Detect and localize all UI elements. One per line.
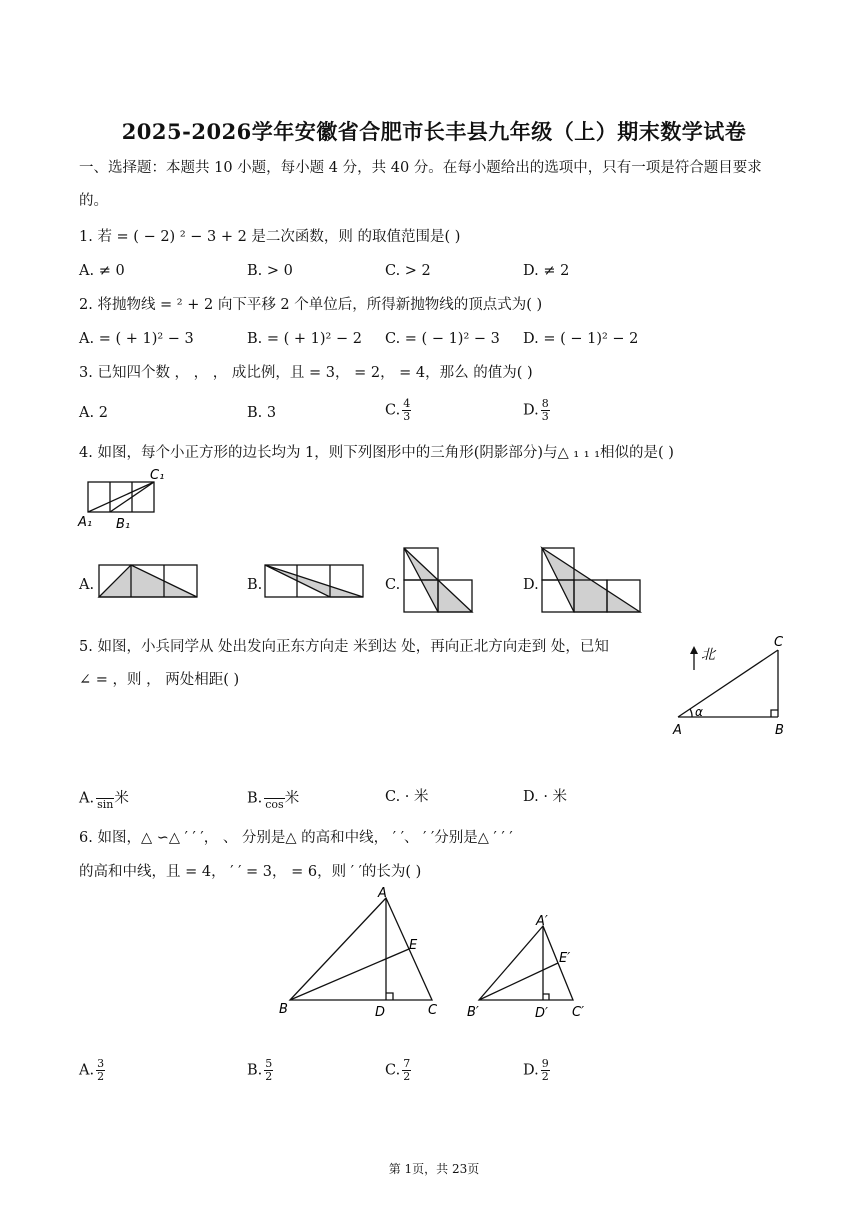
q4-option-d-figure [541,547,643,615]
fraction [402,1058,411,1083]
shaded-triangle [265,565,363,597]
q4-stem: 4. 如图，每个小正方形的边长均为 1，则下列图形中的三角形(阴影部分)与△ ₁ ₁ ₁相似的是( ) [79,445,674,461]
fraction-denominator: 2 [265,1070,273,1083]
fraction [264,786,284,811]
q4-option-b-figure [264,564,366,600]
q1-option-d[interactable]: D. ≠ 2 [523,263,570,279]
unit: 米 [114,790,129,807]
fraction [96,786,114,811]
label-b-prime: B′ [467,1005,479,1020]
fraction-denominator: cos [265,798,284,811]
label-c: C [428,1003,438,1018]
angle-arc [690,709,692,717]
fraction [541,1058,550,1083]
q4-option-c[interactable]: C. [385,577,401,593]
fraction [96,1058,105,1083]
q4-option-c-figure [403,547,475,615]
option-prefix: A. [79,1062,95,1079]
q3-option-d[interactable] [523,398,550,423]
median-be [290,949,409,1000]
fraction [541,398,550,423]
unit: 米 [284,790,300,807]
fraction-denominator: 3 [403,410,411,423]
label-a: A [378,886,387,901]
label-b: B [775,723,784,738]
q6-option-c[interactable] [385,1058,411,1083]
fraction-numerator: 7 [403,1057,411,1070]
q5-figure [668,632,798,742]
q4-option-a-figure [98,564,200,600]
q3-option-b[interactable]: B. 3 [247,405,277,421]
label-a-prime: A′ [536,914,548,929]
q6-figure-abc-prime [463,912,593,1022]
q2-option-a[interactable]: A. = ( + 1)² − 3 [79,331,194,347]
fraction [402,398,411,423]
label-c1: C₁ [150,468,165,483]
label-b: B [279,1002,288,1017]
arrow-up-icon [690,646,698,654]
fraction-denominator: 2 [541,1070,549,1083]
q2-option-b[interactable]: B. = ( + 1)² − 2 [247,331,362,347]
q5-stem-cont: ∠ = ，则 ， 两处相距( ) [79,672,240,688]
right-angle-mark [543,994,549,1000]
q4-option-b[interactable]: B. [247,577,263,593]
q1-stem: 1. 若 = ( − 2) ² − 3 + 2 是二次函数，则 的取值范围是( ) [79,229,461,245]
label-c-prime: C′ [572,1005,585,1020]
fraction-denominator: 3 [541,410,549,423]
fraction-numerator: 8 [541,397,549,410]
q6-figure-abc [276,886,446,1020]
q3-stem: 3. 已知四个数 ， ， ， 成比例，且 = 3， = 2， = 4，那么 的值为( ) [79,365,533,381]
right-angle-mark [386,993,393,1000]
q2-option-d[interactable]: D. = ( − 1)² − 2 [523,331,639,347]
option-prefix: C. [385,1062,401,1079]
label-e-prime: E′ [559,951,571,966]
option-prefix: C. [385,402,401,419]
label-a1: A₁ [78,515,93,530]
q6-stem-cont: 的高和中线，且 = 4， ′ ′ = 3， = 6，则 ′ ′的长为( ) [79,864,422,880]
q5-stem: 5. 如图，小兵同学从 处出发向正东方向走 米到达 处，再向正北方向走到 处，已知 [79,639,609,655]
side-ac [678,650,778,717]
page-title: 2025-2026学年安徽省合肥市长丰县九年级（上）期末数学试卷 [121,119,747,144]
label-a: A [673,723,682,738]
fraction [264,1058,273,1083]
label-e: E [409,938,418,953]
alpha-label: α [695,705,703,719]
section-heading: 一、选择题：本题共 10 小题，每小题 4 分，共 40 分。在每小题给出的选项中，只有一项是符合题目要求 [79,160,762,176]
q6-option-d[interactable] [523,1058,550,1083]
option-prefix: A. [79,790,95,807]
fraction-denominator: 2 [97,1070,105,1083]
option-prefix: D. [523,402,539,419]
option-prefix: D. [523,1062,539,1079]
label-d: D [375,1005,386,1020]
q5-option-d[interactable]: D. · 米 [523,789,568,805]
q5-option-c[interactable]: C. · 米 [385,789,429,805]
option-prefix: B. [247,1062,263,1079]
page-footer: 第 1页，共 23页 [388,1162,480,1176]
q6-option-a[interactable] [79,1058,105,1083]
q3-option-c[interactable] [385,398,411,423]
q4-option-d[interactable]: D. [523,577,539,593]
section-heading-cont: 的。 [79,193,108,209]
fraction-numerator: 4 [403,397,411,410]
q2-option-c[interactable]: C. = ( − 1)² − 3 [385,331,500,347]
q5-option-a[interactable] [79,786,129,811]
triangle-side [88,482,154,512]
q1-option-c[interactable]: C. > 2 [385,263,431,279]
label-d-prime: D′ [535,1006,548,1021]
fraction-denominator: 2 [403,1070,411,1083]
q1-option-b[interactable]: B. > 0 [247,263,293,279]
q2-stem: 2. 将抛物线 = ² + 2 向下平移 2 个单位后，所得新抛物线的顶点式为( ) [79,297,543,313]
fraction-numerator: 9 [541,1057,549,1070]
q5-option-b[interactable] [247,786,299,811]
q4-option-a[interactable]: A. [79,577,95,593]
shaded-triangle [99,565,197,597]
fraction-denominator: sin [97,798,114,811]
option-prefix: B. [247,790,263,807]
q6-stem: 6. 如图，△ ∽△ ′ ′ ′， 、 分别是△ 的高和中线， ′ ′、 ′ ′分别是△ ′ ′ ′ [79,830,513,846]
q6-option-b[interactable] [247,1058,273,1083]
q3-option-a[interactable]: A. 2 [79,405,108,421]
right-angle-mark [771,710,778,717]
q1-option-a[interactable]: A. ≠ 0 [79,263,125,279]
north-label: 北 [701,647,715,663]
label-c: C [774,635,784,650]
fraction-numerator: 5 [265,1057,273,1070]
label-b1: B₁ [116,517,131,532]
fraction-numerator: 3 [97,1057,105,1070]
q4-reference-figure [78,470,188,532]
